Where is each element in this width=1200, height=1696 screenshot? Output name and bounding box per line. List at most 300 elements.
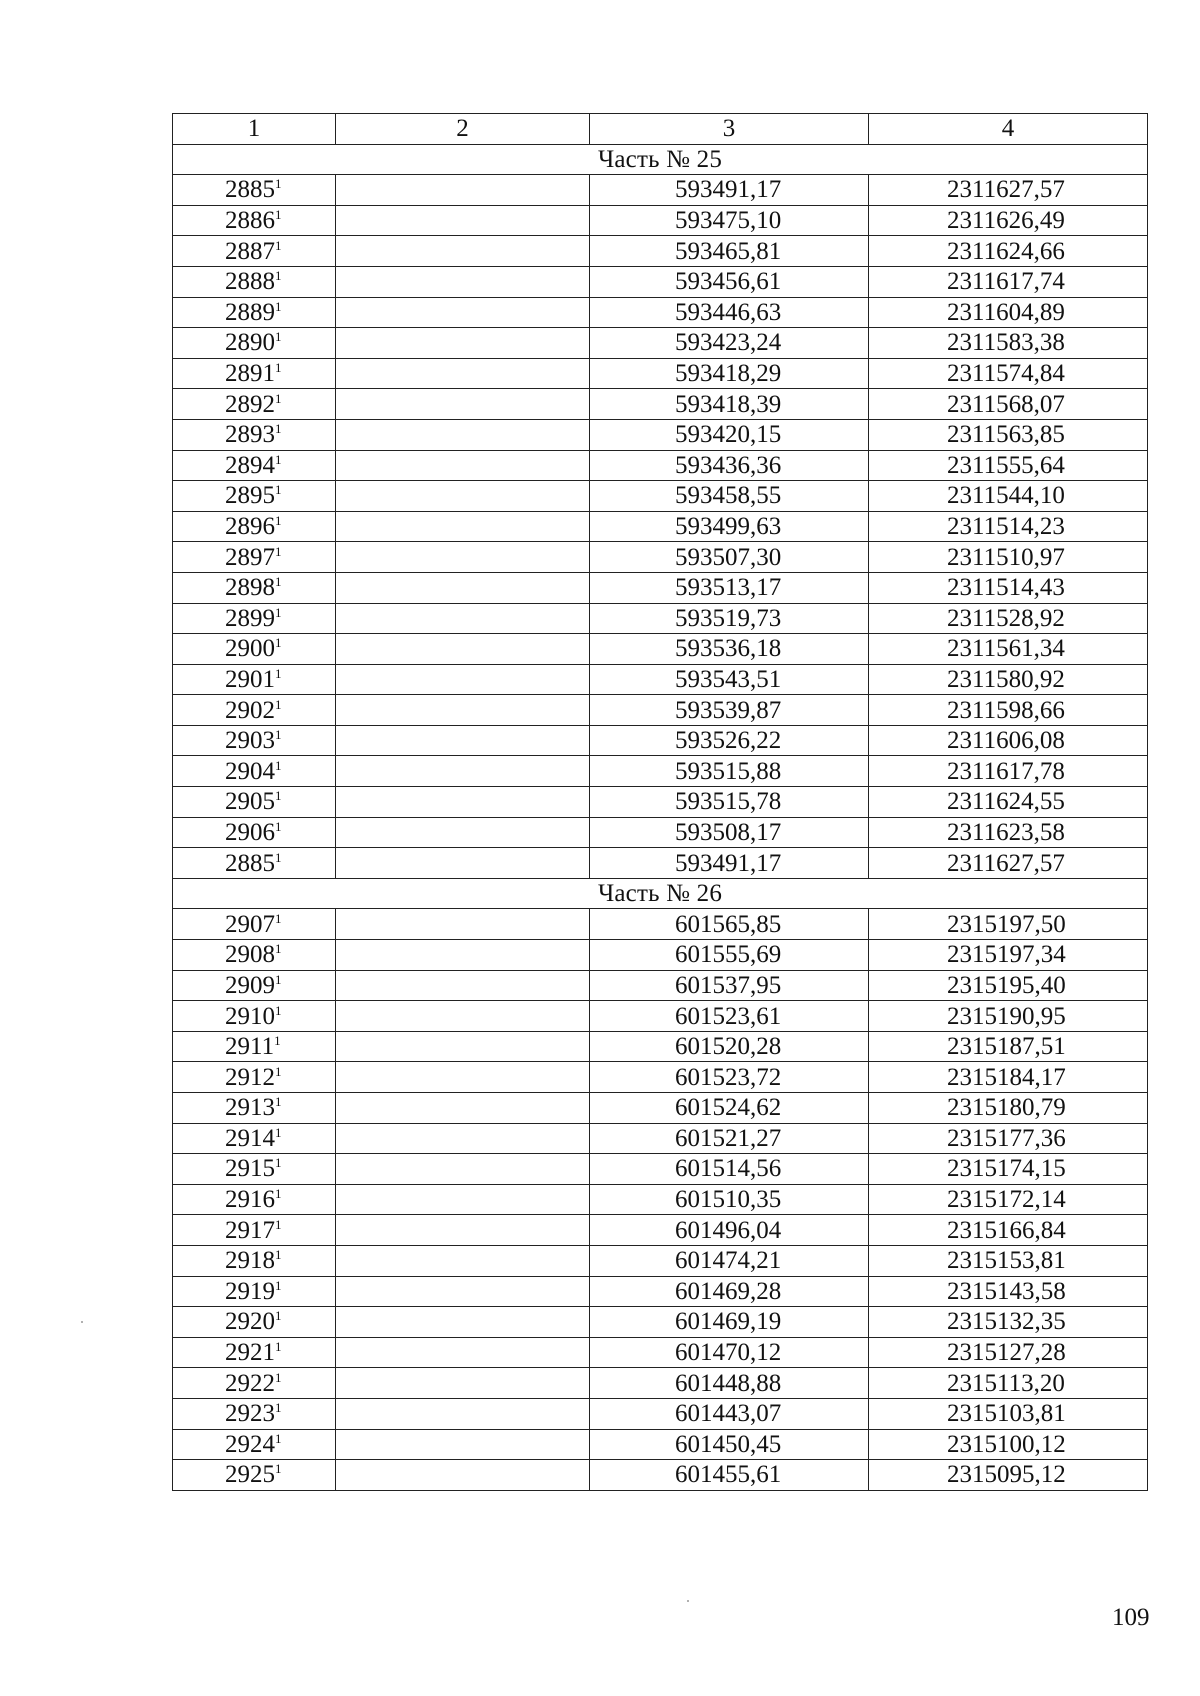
point-number-superscript: 1	[275, 207, 282, 223]
y-coordinate: 2311627,57	[947, 176, 1065, 204]
point-number-superscript: 1	[275, 574, 282, 590]
scan-speck	[687, 1600, 689, 1602]
x-coordinate: 593539,87	[675, 696, 782, 724]
point-number: 2908	[225, 941, 275, 969]
empty-cell	[336, 1429, 590, 1460]
x-coordinate-cell	[590, 1398, 869, 1429]
x-coordinate-cell	[590, 1429, 869, 1460]
table-row	[173, 817, 1148, 848]
point-number: 2918	[225, 1247, 275, 1275]
x-coordinate: 593543,51	[675, 665, 782, 693]
y-coordinate: 2315190,95	[947, 1002, 1066, 1030]
point-number-cell	[173, 725, 336, 756]
point-number-cell	[173, 695, 336, 726]
y-coordinate-cell	[869, 542, 1148, 573]
table-row	[173, 1398, 1148, 1429]
point-number-superscript: 1	[275, 482, 282, 498]
table-row	[173, 1245, 1148, 1276]
point-number: 2885	[225, 849, 275, 877]
x-coordinate-cell	[590, 328, 869, 359]
y-coordinate: 2315166,84	[947, 1216, 1066, 1244]
empty-cell	[336, 1031, 590, 1062]
empty-cell	[336, 1337, 590, 1368]
empty-cell	[336, 1154, 590, 1185]
empty-cell	[336, 1460, 590, 1491]
table-row	[173, 787, 1148, 818]
coordinates-table-body	[173, 114, 1148, 1491]
point-number: 2905	[225, 788, 275, 816]
table-row	[173, 1215, 1148, 1246]
x-coordinate: 593491,17	[675, 849, 782, 877]
empty-cell	[336, 1245, 590, 1276]
point-number-cell	[173, 1215, 336, 1246]
empty-cell	[336, 817, 590, 848]
empty-cell	[336, 756, 590, 787]
x-coordinate-cell	[590, 695, 869, 726]
point-number-cell	[173, 1460, 336, 1491]
point-number-cell	[173, 175, 336, 206]
empty-cell	[336, 725, 590, 756]
x-coordinate-cell	[590, 236, 869, 267]
point-number: 2892	[225, 390, 275, 418]
x-coordinate-cell	[590, 970, 869, 1001]
table-row	[173, 634, 1148, 665]
x-coordinate: 593499,63	[675, 513, 782, 541]
point-number-cell	[173, 1429, 336, 1460]
empty-cell	[336, 1215, 590, 1246]
x-coordinate-cell	[590, 1184, 869, 1215]
y-coordinate: 2315195,40	[947, 971, 1066, 999]
x-coordinate: 593465,81	[675, 237, 782, 265]
y-coordinate-cell	[869, 725, 1148, 756]
point-number-cell	[173, 1031, 336, 1062]
x-coordinate-cell	[590, 1093, 869, 1124]
point-number: 2917	[225, 1216, 275, 1244]
point-number-cell	[173, 1154, 336, 1185]
empty-cell	[336, 450, 590, 481]
point-number-cell	[173, 358, 336, 389]
y-coordinate-cell	[869, 1307, 1148, 1338]
y-coordinate: 2311617,74	[947, 268, 1065, 296]
point-number-cell	[173, 1093, 336, 1124]
y-coordinate-cell	[869, 1429, 1148, 1460]
empty-cell	[336, 1398, 590, 1429]
point-number-superscript: 1	[275, 1308, 282, 1324]
y-coordinate: 2311624,66	[947, 237, 1065, 265]
table-row	[173, 205, 1148, 236]
table-row	[173, 1093, 1148, 1124]
point-number-cell	[173, 1337, 336, 1368]
y-coordinate: 2315184,17	[947, 1063, 1066, 1091]
x-coordinate-cell	[590, 1062, 869, 1093]
point-number: 2907	[225, 910, 275, 938]
y-coordinate-cell	[869, 450, 1148, 481]
point-number-cell	[173, 297, 336, 328]
point-number-superscript: 1	[275, 941, 282, 957]
x-coordinate: 593508,17	[675, 818, 782, 846]
x-coordinate-cell	[590, 1031, 869, 1062]
point-number: 2890	[225, 329, 275, 357]
point-number-cell	[173, 909, 336, 940]
point-number-superscript: 1	[275, 1247, 282, 1263]
point-number-superscript: 1	[275, 421, 282, 437]
point-number-superscript: 1	[275, 1369, 282, 1385]
empty-cell	[336, 511, 590, 542]
point-number: 2885	[225, 176, 275, 204]
point-number: 2923	[225, 1400, 275, 1428]
table-row	[173, 389, 1148, 420]
y-coordinate-cell	[869, 940, 1148, 971]
table-row	[173, 940, 1148, 971]
x-coordinate: 601555,69	[675, 941, 782, 969]
y-coordinate-cell	[869, 1368, 1148, 1399]
empty-cell	[336, 940, 590, 971]
point-number: 2886	[225, 207, 275, 235]
point-number-cell	[173, 572, 336, 603]
point-number-superscript: 1	[275, 298, 282, 314]
x-coordinate: 593446,63	[675, 298, 782, 326]
table-row	[173, 572, 1148, 603]
y-coordinate-cell	[869, 1031, 1148, 1062]
point-number-superscript: 1	[275, 696, 282, 712]
y-coordinate: 2315132,35	[947, 1308, 1066, 1336]
table-row	[173, 1368, 1148, 1399]
x-coordinate-cell	[590, 450, 869, 481]
x-coordinate: 601450,45	[675, 1430, 782, 1458]
empty-cell	[336, 419, 590, 450]
y-coordinate-cell	[869, 419, 1148, 450]
x-coordinate-cell	[590, 664, 869, 695]
point-number: 2887	[225, 237, 275, 265]
empty-cell	[336, 328, 590, 359]
point-number-cell	[173, 266, 336, 297]
y-coordinate-cell	[869, 236, 1148, 267]
point-number-cell	[173, 328, 336, 359]
y-coordinate-cell	[869, 1154, 1148, 1185]
y-coordinate-cell	[869, 695, 1148, 726]
y-coordinate: 2315127,28	[947, 1339, 1066, 1367]
y-coordinate: 2315197,34	[947, 941, 1066, 969]
x-coordinate: 601448,88	[675, 1369, 782, 1397]
point-number: 2900	[225, 635, 275, 663]
x-coordinate: 593513,17	[675, 574, 782, 602]
point-number-superscript: 1	[275, 818, 282, 834]
x-coordinate: 593436,36	[675, 451, 782, 479]
x-coordinate: 601523,61	[675, 1002, 782, 1030]
empty-cell	[336, 481, 590, 512]
empty-cell	[336, 909, 590, 940]
point-number-cell	[173, 1245, 336, 1276]
x-coordinate-cell	[590, 603, 869, 634]
y-coordinate: 2315187,51	[947, 1033, 1066, 1061]
y-coordinate: 2311574,84	[947, 360, 1065, 388]
point-number-superscript: 1	[275, 513, 282, 529]
point-number: 2910	[225, 1002, 275, 1030]
x-coordinate: 593519,73	[675, 604, 782, 632]
point-number-superscript: 1	[275, 788, 282, 804]
y-coordinate-cell	[869, 358, 1148, 389]
empty-cell	[336, 1062, 590, 1093]
section-title: Часть № 26	[173, 878, 1148, 909]
y-coordinate-cell	[869, 756, 1148, 787]
empty-cell	[336, 1123, 590, 1154]
point-number-superscript: 1	[275, 1430, 282, 1446]
point-number-cell	[173, 634, 336, 665]
y-coordinate: 2311514,23	[947, 513, 1065, 541]
y-coordinate: 2311606,08	[947, 727, 1065, 755]
point-number-superscript: 1	[275, 849, 282, 865]
point-number-superscript: 1	[275, 1461, 282, 1477]
empty-cell	[336, 542, 590, 573]
x-coordinate-cell	[590, 419, 869, 450]
y-coordinate: 2315172,14	[947, 1186, 1066, 1214]
x-coordinate-cell	[590, 1154, 869, 1185]
y-coordinate-cell	[869, 1123, 1148, 1154]
x-coordinate: 593536,18	[675, 635, 782, 663]
empty-cell	[336, 175, 590, 206]
point-number-superscript: 1	[275, 1186, 282, 1202]
y-coordinate: 2311514,43	[947, 574, 1065, 602]
point-number-cell	[173, 236, 336, 267]
point-number: 2903	[225, 727, 275, 755]
point-number-cell	[173, 817, 336, 848]
point-number: 2897	[225, 543, 275, 571]
point-number: 2919	[225, 1277, 275, 1305]
point-number: 2913	[225, 1094, 275, 1122]
x-coordinate-cell	[590, 756, 869, 787]
x-coordinate: 593526,22	[675, 727, 782, 755]
point-number-superscript: 1	[275, 1002, 282, 1018]
table-row	[173, 266, 1148, 297]
x-coordinate-cell	[590, 817, 869, 848]
point-number: 2901	[225, 665, 275, 693]
y-coordinate: 2311568,07	[947, 390, 1065, 418]
point-number-superscript: 1	[275, 604, 282, 620]
x-coordinate-cell	[590, 1001, 869, 1032]
point-number-superscript: 1	[275, 329, 282, 345]
point-number: 2906	[225, 818, 275, 846]
empty-cell	[336, 358, 590, 389]
empty-cell	[336, 266, 590, 297]
table-row	[173, 1307, 1148, 1338]
point-number-cell	[173, 1062, 336, 1093]
y-coordinate-cell	[869, 664, 1148, 695]
y-coordinate-cell	[869, 175, 1148, 206]
table-row	[173, 511, 1148, 542]
point-number-superscript: 1	[275, 543, 282, 559]
table-row	[173, 481, 1148, 512]
table-row	[173, 695, 1148, 726]
y-coordinate: 2311623,58	[947, 818, 1065, 846]
point-number-superscript: 1	[275, 1094, 282, 1110]
header-cell-3: 3	[590, 114, 869, 145]
point-number-cell	[173, 1123, 336, 1154]
point-number-superscript: 1	[275, 910, 282, 926]
point-number: 2920	[225, 1308, 275, 1336]
point-number-superscript: 1	[275, 1400, 282, 1416]
table-row	[173, 542, 1148, 573]
point-number: 2899	[225, 604, 275, 632]
point-number-superscript: 1	[274, 1033, 281, 1049]
y-coordinate: 2315100,12	[947, 1430, 1066, 1458]
point-number-superscript: 1	[275, 176, 282, 192]
point-number-superscript: 1	[275, 268, 282, 284]
y-coordinate-cell	[869, 297, 1148, 328]
point-number-superscript: 1	[275, 390, 282, 406]
x-coordinate-cell	[590, 1460, 869, 1491]
empty-cell	[336, 572, 590, 603]
x-coordinate-cell	[590, 1276, 869, 1307]
table-row	[173, 358, 1148, 389]
point-number-superscript: 1	[275, 451, 282, 467]
x-coordinate: 593475,10	[675, 207, 782, 235]
y-coordinate-cell	[869, 909, 1148, 940]
point-number-superscript: 1	[275, 1277, 282, 1293]
y-coordinate: 2315153,81	[947, 1247, 1066, 1275]
empty-cell	[336, 1368, 590, 1399]
y-coordinate-cell	[869, 1001, 1148, 1032]
page-number: 109	[1112, 1604, 1150, 1631]
x-coordinate: 593491,17	[675, 176, 782, 204]
y-coordinate-cell	[869, 205, 1148, 236]
x-coordinate-cell	[590, 725, 869, 756]
scan-speck	[81, 1321, 83, 1323]
x-coordinate: 593458,55	[675, 482, 782, 510]
point-number-cell	[173, 1368, 336, 1399]
x-coordinate-cell	[590, 205, 869, 236]
empty-cell	[336, 389, 590, 420]
y-coordinate-cell	[869, 511, 1148, 542]
y-coordinate-cell	[869, 1093, 1148, 1124]
table-row	[173, 1184, 1148, 1215]
table-row	[173, 664, 1148, 695]
empty-cell	[336, 787, 590, 818]
table-row	[173, 450, 1148, 481]
point-number: 2895	[225, 482, 275, 510]
table-row	[173, 1062, 1148, 1093]
y-coordinate: 2311510,97	[947, 543, 1065, 571]
x-coordinate: 601443,07	[675, 1400, 782, 1428]
y-coordinate-cell	[869, 572, 1148, 603]
point-number: 2898	[225, 574, 275, 602]
empty-cell	[336, 970, 590, 1001]
point-number: 2909	[225, 971, 275, 999]
x-coordinate: 601537,95	[675, 971, 782, 999]
table-row	[173, 1031, 1148, 1062]
empty-cell	[336, 603, 590, 634]
empty-cell	[336, 205, 590, 236]
x-coordinate-cell	[590, 1368, 869, 1399]
y-coordinate: 2311528,92	[947, 604, 1065, 632]
x-coordinate-cell	[590, 940, 869, 971]
point-number-cell	[173, 970, 336, 1001]
point-number-superscript: 1	[275, 757, 282, 773]
x-coordinate: 593515,78	[675, 788, 782, 816]
point-number: 2912	[225, 1063, 275, 1091]
empty-cell	[336, 848, 590, 879]
x-coordinate-cell	[590, 1307, 869, 1338]
empty-cell	[336, 297, 590, 328]
x-coordinate-cell	[590, 848, 869, 879]
point-number: 2894	[225, 451, 275, 479]
point-number-cell	[173, 419, 336, 450]
table-row	[173, 725, 1148, 756]
x-coordinate: 601510,35	[675, 1186, 782, 1214]
point-number: 2922	[225, 1369, 275, 1397]
x-coordinate: 593418,29	[675, 360, 782, 388]
point-number-superscript: 1	[275, 727, 282, 743]
y-coordinate-cell	[869, 848, 1148, 879]
empty-cell	[336, 695, 590, 726]
y-coordinate-cell	[869, 1398, 1148, 1429]
x-coordinate-cell	[590, 634, 869, 665]
table-row	[173, 1123, 1148, 1154]
x-coordinate: 593420,15	[675, 421, 782, 449]
point-number-superscript: 1	[275, 237, 282, 253]
table-row	[173, 1337, 1148, 1368]
point-number-superscript: 1	[275, 635, 282, 651]
x-coordinate-cell	[590, 1215, 869, 1246]
y-coordinate-cell	[869, 481, 1148, 512]
point-number-cell	[173, 481, 336, 512]
point-number-cell	[173, 848, 336, 879]
point-number: 2921	[225, 1339, 275, 1367]
table-row	[173, 419, 1148, 450]
header-cell-2: 2	[336, 114, 590, 145]
x-coordinate-cell	[590, 389, 869, 420]
y-coordinate-cell	[869, 328, 1148, 359]
x-coordinate: 593507,30	[675, 543, 782, 571]
point-number-superscript: 1	[275, 1216, 282, 1232]
x-coordinate-cell	[590, 1245, 869, 1276]
x-coordinate: 601524,62	[675, 1094, 782, 1122]
point-number-cell	[173, 1398, 336, 1429]
y-coordinate: 2311617,78	[947, 757, 1065, 785]
point-number: 2915	[225, 1155, 275, 1183]
point-number: 2916	[225, 1186, 275, 1214]
y-coordinate-cell	[869, 1245, 1148, 1276]
empty-cell	[336, 236, 590, 267]
point-number-cell	[173, 542, 336, 573]
x-coordinate-cell	[590, 266, 869, 297]
x-coordinate: 601469,28	[675, 1277, 782, 1305]
point-number-cell	[173, 1307, 336, 1338]
point-number: 2896	[225, 513, 275, 541]
y-coordinate: 2315095,12	[947, 1461, 1066, 1489]
coordinates-table	[172, 113, 1148, 1491]
empty-cell	[336, 634, 590, 665]
point-number: 2902	[225, 696, 275, 724]
point-number-cell	[173, 1276, 336, 1307]
y-coordinate: 2315103,81	[947, 1400, 1066, 1428]
x-coordinate-cell	[590, 542, 869, 573]
point-number: 2889	[225, 298, 275, 326]
y-coordinate: 2315177,36	[947, 1124, 1066, 1152]
y-coordinate: 2311544,10	[947, 482, 1065, 510]
point-number: 2924	[225, 1430, 275, 1458]
table-row	[173, 328, 1148, 359]
table-row	[173, 297, 1148, 328]
point-number: 2914	[225, 1124, 275, 1152]
table-row	[173, 909, 1148, 940]
empty-cell	[336, 1307, 590, 1338]
point-number: 2893	[225, 421, 275, 449]
empty-cell	[336, 1276, 590, 1307]
y-coordinate: 2311598,66	[947, 696, 1065, 724]
x-coordinate: 601520,28	[675, 1033, 782, 1061]
coordinates-document	[172, 113, 1147, 1491]
point-number: 2888	[225, 268, 275, 296]
